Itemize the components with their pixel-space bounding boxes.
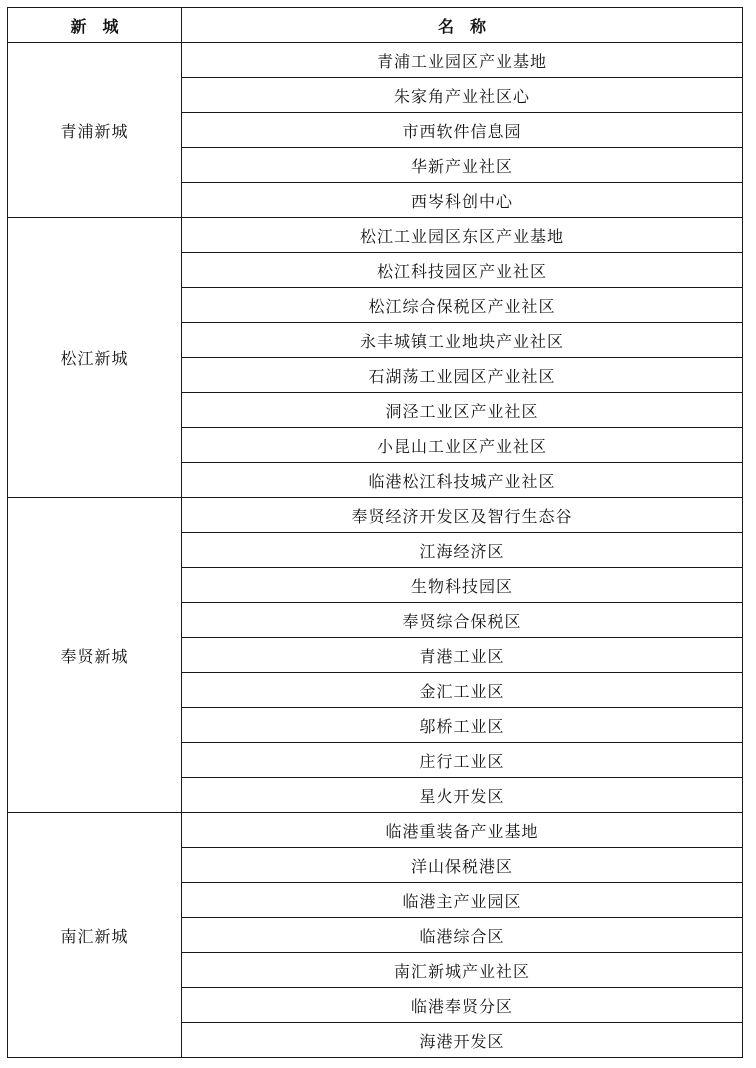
zone-name-cell: 永丰城镇工业地块产业社区 (182, 323, 743, 358)
zone-name-cell: 松江综合保税区产业社区 (182, 288, 743, 323)
zone-name-cell: 邬桥工业区 (182, 708, 743, 743)
zone-name-cell: 江海经济区 (182, 533, 743, 568)
zone-name-cell: 星火开发区 (182, 778, 743, 813)
zone-name-cell: 奉贤经济开发区及智行生态谷 (182, 498, 743, 533)
industrial-zones-table (7, 7, 743, 1058)
zone-name-cell: 洞泾工业区产业社区 (182, 393, 743, 428)
header-name: 名 称 (182, 8, 743, 43)
city-cell: 奉贤新城 (8, 498, 182, 813)
zone-name-cell: 金汇工业区 (182, 673, 743, 708)
zone-name-cell: 奉贤综合保税区 (182, 603, 743, 638)
zone-name-cell: 临港综合区 (182, 918, 743, 953)
zone-name-cell: 市西软件信息园 (182, 113, 743, 148)
header-city: 新 城 (8, 8, 182, 43)
zone-name-cell: 松江科技园区产业社区 (182, 253, 743, 288)
zone-name-cell: 海港开发区 (182, 1023, 743, 1058)
zone-name-cell: 青港工业区 (182, 638, 743, 673)
zone-name-cell: 松江工业园区东区产业基地 (182, 218, 743, 253)
zone-name-cell: 庄行工业区 (182, 743, 743, 778)
zone-name-cell: 南汇新城产业社区 (182, 953, 743, 988)
table-row (8, 218, 743, 253)
zone-name-cell: 小昆山工业区产业社区 (182, 428, 743, 463)
zone-name-cell: 华新产业社区 (182, 148, 743, 183)
city-cell: 南汇新城 (8, 813, 182, 1058)
city-cell: 青浦新城 (8, 43, 182, 218)
zone-name-cell: 临港重装备产业基地 (182, 813, 743, 848)
zone-name-cell: 临港松江科技城产业社区 (182, 463, 743, 498)
zone-name-cell: 临港主产业园区 (182, 883, 743, 918)
city-cell: 松江新城 (8, 218, 182, 498)
header-row (8, 8, 743, 43)
table-row (8, 813, 743, 848)
zone-name-cell: 青浦工业园区产业基地 (182, 43, 743, 78)
zone-name-cell: 临港奉贤分区 (182, 988, 743, 1023)
zone-name-cell: 石湖荡工业园区产业社区 (182, 358, 743, 393)
table-row (8, 43, 743, 78)
zone-name-cell: 洋山保税港区 (182, 848, 743, 883)
zone-name-cell: 朱家角产业社区心 (182, 78, 743, 113)
zone-name-cell: 西岑科创中心 (182, 183, 743, 218)
zone-name-cell: 生物科技园区 (182, 568, 743, 603)
table-row (8, 498, 743, 533)
